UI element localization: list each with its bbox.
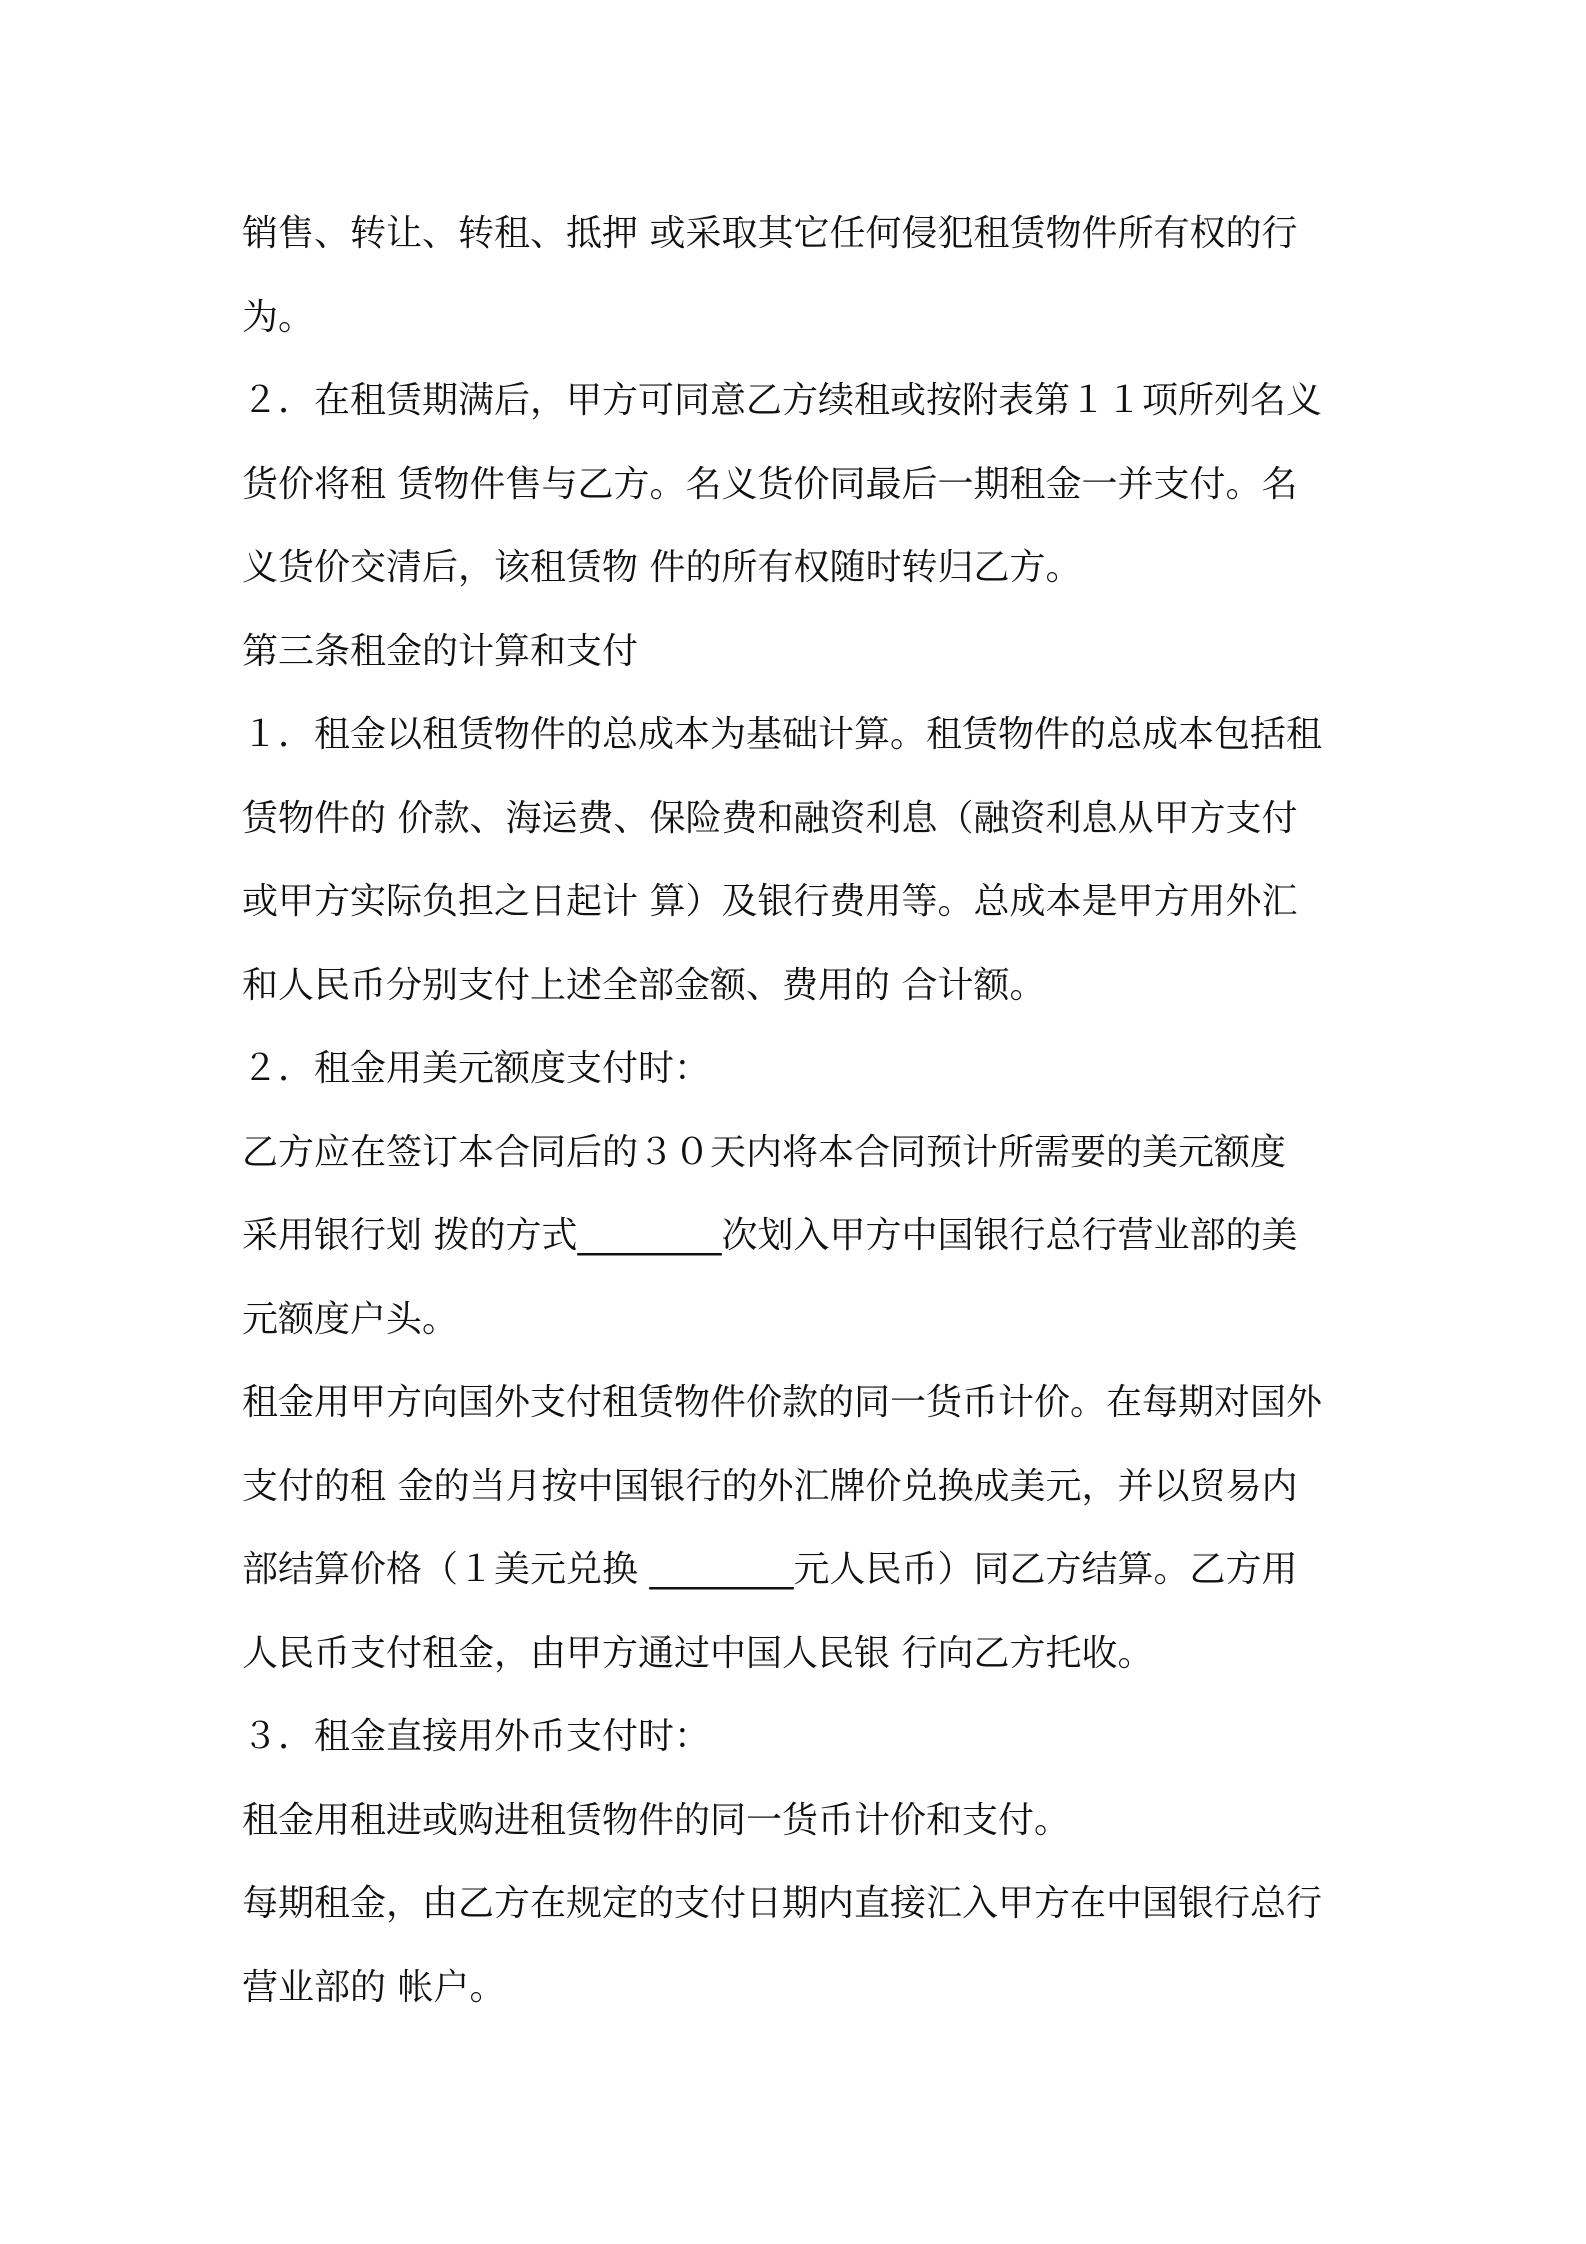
text-line: 元额度户头。 (242, 1298, 459, 1340)
text-line: ２．在租赁期满后，甲方可同意乙方续租或按附表第１１项所列名义 (242, 380, 1323, 421)
text-line: 和人民币分别支付上述全部金额、费用的 合计额。 (242, 964, 1046, 1006)
text-line: 租金用甲方向国外支付租赁物件价款的同一货币计价。在每期对国外 (242, 1382, 1323, 1423)
text-line: 支付的租 金的当月按中国银行的外汇牌价兑换成美元，并以贸易内 (242, 1465, 1298, 1507)
text-line: 或甲方实际负担之日起计 算）及银行费用等。总成本是甲方用外汇 (242, 881, 1298, 922)
text-line: 每期租金，由乙方在规定的支付日期内直接汇入甲方在中国银行总行 (242, 1883, 1323, 1924)
text-line: 义货价交清后，该租赁物 件的所有权随时转归乙方。 (242, 547, 1082, 588)
text-line: 销售、转让、转租、抵押 或采取其它任何侵犯租赁物件所有权的行 (242, 213, 1298, 254)
document-body (242, 192, 1362, 2029)
text-line: １．租金以租赁物件的总成本为基础计算。租赁物件的总成本包括租 (242, 714, 1323, 755)
text-line: ２．租金用美元额度支付时： (242, 1048, 711, 1089)
text-line: 营业部的 帐户。 (242, 1966, 506, 2008)
text-line: 货价将租 赁物件售与乙方。名义货价同最后一期租金一并支付。名 (242, 463, 1298, 505)
text-line: 为。 (242, 296, 315, 338)
text-line: 租金用租进或购进租赁物件的同一货币计价和支付。 (242, 1799, 1071, 1841)
text-line: ３．租金直接用外币支付时： (242, 1716, 711, 1757)
section-heading: 第三条租金的计算和支付 (242, 630, 639, 672)
text-line: 部结算价格（１美元兑换 ________元人民币）同乙方结算。乙方用 (242, 1549, 1298, 1590)
text-line: 人民币支付租金，由甲方通过中国人民银 行向乙方托收。 (242, 1632, 1154, 1674)
text-line: 乙方应在签订本合同后的３０天内将本合同预计所需要的美元额度 (242, 1131, 1287, 1173)
text-line: 赁物件的 价款、海运费、保险费和融资利息（融资利息从甲方支付 (242, 797, 1298, 839)
text-line: 采用银行划 拨的方式________次划入甲方中国银行总行营业部的美 (242, 1215, 1298, 1256)
